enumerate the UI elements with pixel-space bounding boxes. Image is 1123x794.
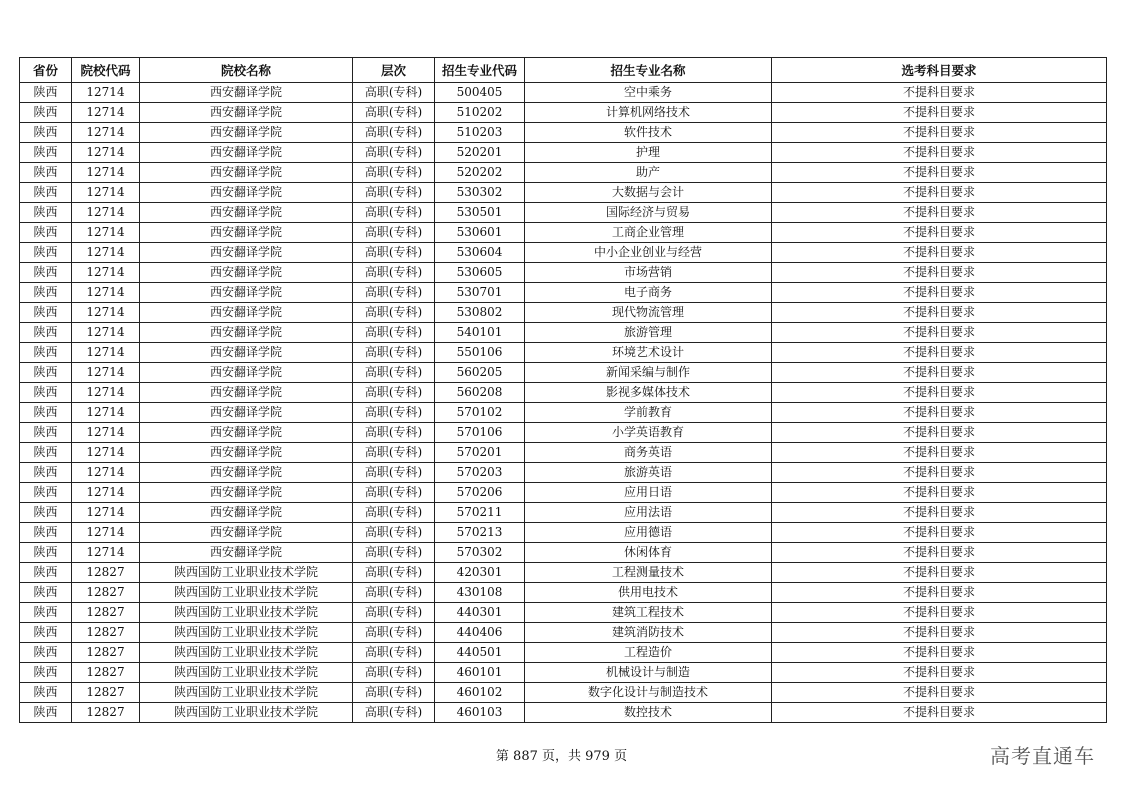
cell-province: 陕西 <box>20 283 72 303</box>
table-row <box>20 543 1107 563</box>
header-province: 省份 <box>20 58 72 83</box>
cell-school-code: 12714 <box>72 503 140 523</box>
cell-major-name: 影视多媒体技术 <box>525 383 772 403</box>
cell-school-code: 12827 <box>72 563 140 583</box>
cell-level: 高职(专科) <box>353 643 435 663</box>
cell-major-code: 560208 <box>435 383 525 403</box>
cell-level: 高职(专科) <box>353 183 435 203</box>
cell-province: 陕西 <box>20 463 72 483</box>
cell-level: 高职(专科) <box>353 203 435 223</box>
cell-province: 陕西 <box>20 323 72 343</box>
cell-level: 高职(专科) <box>353 323 435 343</box>
table-row <box>20 183 1107 203</box>
cell-major-name: 护理 <box>525 143 772 163</box>
cell-school-code: 12714 <box>72 403 140 423</box>
cell-school-name: 西安翻译学院 <box>140 543 353 563</box>
cell-major-name: 大数据与会计 <box>525 183 772 203</box>
cell-school-code: 12827 <box>72 703 140 723</box>
cell-level: 高职(专科) <box>353 703 435 723</box>
cell-school-name: 西安翻译学院 <box>140 463 353 483</box>
cell-province: 陕西 <box>20 423 72 443</box>
cell-level: 高职(专科) <box>353 583 435 603</box>
cell-level: 高职(专科) <box>353 463 435 483</box>
cell-major-name: 计算机网络技术 <box>525 103 772 123</box>
table-row <box>20 383 1107 403</box>
cell-major-code: 530802 <box>435 303 525 323</box>
cell-major-code: 520202 <box>435 163 525 183</box>
cell-school-name: 陕西国防工业职业技术学院 <box>140 643 353 663</box>
cell-school-name: 陕西国防工业职业技术学院 <box>140 683 353 703</box>
cell-school-name: 西安翻译学院 <box>140 283 353 303</box>
cell-major-code: 420301 <box>435 563 525 583</box>
cell-province: 陕西 <box>20 503 72 523</box>
cell-major-name: 应用法语 <box>525 503 772 523</box>
cell-province: 陕西 <box>20 163 72 183</box>
admission-table <box>19 57 1107 723</box>
cell-major-name: 中小企业创业与经营 <box>525 243 772 263</box>
cell-school-code: 12714 <box>72 283 140 303</box>
table-row <box>20 83 1107 103</box>
cell-subject-requirement: 不提科目要求 <box>772 223 1107 243</box>
table-header <box>20 58 1107 83</box>
cell-subject-requirement: 不提科目要求 <box>772 363 1107 383</box>
cell-school-code: 12714 <box>72 363 140 383</box>
cell-school-name: 西安翻译学院 <box>140 383 353 403</box>
cell-school-code: 12714 <box>72 463 140 483</box>
table-row <box>20 683 1107 703</box>
cell-subject-requirement: 不提科目要求 <box>772 703 1107 723</box>
cell-major-code: 530302 <box>435 183 525 203</box>
cell-major-name: 旅游英语 <box>525 463 772 483</box>
cell-major-code: 530701 <box>435 283 525 303</box>
cell-subject-requirement: 不提科目要求 <box>772 283 1107 303</box>
cell-province: 陕西 <box>20 603 72 623</box>
table-row <box>20 163 1107 183</box>
cell-level: 高职(专科) <box>353 423 435 443</box>
cell-subject-requirement: 不提科目要求 <box>772 203 1107 223</box>
cell-school-name: 陕西国防工业职业技术学院 <box>140 603 353 623</box>
cell-school-name: 西安翻译学院 <box>140 483 353 503</box>
cell-major-name: 现代物流管理 <box>525 303 772 323</box>
cell-province: 陕西 <box>20 183 72 203</box>
cell-major-name: 数字化设计与制造技术 <box>525 683 772 703</box>
cell-major-name: 旅游管理 <box>525 323 772 343</box>
header-school-code: 院校代码 <box>72 58 140 83</box>
cell-school-code: 12714 <box>72 383 140 403</box>
cell-province: 陕西 <box>20 143 72 163</box>
cell-subject-requirement: 不提科目要求 <box>772 163 1107 183</box>
table-row <box>20 403 1107 423</box>
cell-major-code: 510203 <box>435 123 525 143</box>
cell-level: 高职(专科) <box>353 543 435 563</box>
cell-school-name: 西安翻译学院 <box>140 123 353 143</box>
cell-school-name: 西安翻译学院 <box>140 103 353 123</box>
cell-school-name: 陕西国防工业职业技术学院 <box>140 703 353 723</box>
cell-school-code: 12827 <box>72 623 140 643</box>
table-row <box>20 303 1107 323</box>
cell-subject-requirement: 不提科目要求 <box>772 623 1107 643</box>
table-row <box>20 263 1107 283</box>
cell-school-name: 西安翻译学院 <box>140 143 353 163</box>
cell-school-code: 12714 <box>72 203 140 223</box>
cell-major-name: 建筑工程技术 <box>525 603 772 623</box>
cell-subject-requirement: 不提科目要求 <box>772 523 1107 543</box>
cell-school-name: 西安翻译学院 <box>140 203 353 223</box>
cell-major-name: 环境艺术设计 <box>525 343 772 363</box>
cell-province: 陕西 <box>20 263 72 283</box>
cell-subject-requirement: 不提科目要求 <box>772 323 1107 343</box>
cell-school-name: 西安翻译学院 <box>140 163 353 183</box>
cell-province: 陕西 <box>20 303 72 323</box>
cell-level: 高职(专科) <box>353 483 435 503</box>
table-row <box>20 223 1107 243</box>
cell-school-code: 12714 <box>72 443 140 463</box>
table-row <box>20 243 1107 263</box>
table-row <box>20 143 1107 163</box>
cell-subject-requirement: 不提科目要求 <box>772 663 1107 683</box>
cell-school-name: 陕西国防工业职业技术学院 <box>140 563 353 583</box>
cell-school-name: 陕西国防工业职业技术学院 <box>140 623 353 643</box>
cell-province: 陕西 <box>20 683 72 703</box>
cell-school-code: 12714 <box>72 163 140 183</box>
watermark-logo: 高考直通车 <box>990 744 1095 768</box>
cell-school-code: 12714 <box>72 423 140 443</box>
cell-province: 陕西 <box>20 343 72 363</box>
cell-school-name: 西安翻译学院 <box>140 223 353 243</box>
cell-school-name: 西安翻译学院 <box>140 303 353 323</box>
cell-province: 陕西 <box>20 483 72 503</box>
cell-school-code: 12714 <box>72 103 140 123</box>
cell-major-name: 机械设计与制造 <box>525 663 772 683</box>
table-row <box>20 103 1107 123</box>
cell-province: 陕西 <box>20 243 72 263</box>
cell-school-code: 12714 <box>72 543 140 563</box>
cell-major-code: 440301 <box>435 603 525 623</box>
cell-major-code: 570206 <box>435 483 525 503</box>
table-row <box>20 663 1107 683</box>
cell-province: 陕西 <box>20 83 72 103</box>
cell-province: 陕西 <box>20 123 72 143</box>
cell-level: 高职(专科) <box>353 343 435 363</box>
cell-school-code: 12827 <box>72 663 140 683</box>
cell-level: 高职(专科) <box>353 163 435 183</box>
table-body <box>20 83 1107 723</box>
cell-province: 陕西 <box>20 443 72 463</box>
cell-school-code: 12714 <box>72 183 140 203</box>
cell-school-code: 12714 <box>72 243 140 263</box>
cell-major-code: 500405 <box>435 83 525 103</box>
cell-subject-requirement: 不提科目要求 <box>772 583 1107 603</box>
table-row <box>20 623 1107 643</box>
cell-major-code: 460101 <box>435 663 525 683</box>
cell-school-name: 西安翻译学院 <box>140 83 353 103</box>
cell-level: 高职(专科) <box>353 103 435 123</box>
cell-major-code: 550106 <box>435 343 525 363</box>
table-row <box>20 483 1107 503</box>
header-level: 层次 <box>353 58 435 83</box>
cell-school-code: 12827 <box>72 643 140 663</box>
header-subject-requirement: 选考科目要求 <box>772 58 1107 83</box>
cell-level: 高职(专科) <box>353 503 435 523</box>
cell-major-name: 休闲体育 <box>525 543 772 563</box>
cell-level: 高职(专科) <box>353 683 435 703</box>
cell-level: 高职(专科) <box>353 263 435 283</box>
cell-level: 高职(专科) <box>353 563 435 583</box>
cell-major-code: 530601 <box>435 223 525 243</box>
cell-subject-requirement: 不提科目要求 <box>772 463 1107 483</box>
cell-subject-requirement: 不提科目要求 <box>772 543 1107 563</box>
cell-major-code: 510202 <box>435 103 525 123</box>
cell-province: 陕西 <box>20 403 72 423</box>
table-row <box>20 643 1107 663</box>
cell-major-code: 460102 <box>435 683 525 703</box>
cell-level: 高职(专科) <box>353 243 435 263</box>
cell-school-code: 12714 <box>72 143 140 163</box>
cell-school-name: 西安翻译学院 <box>140 423 353 443</box>
cell-subject-requirement: 不提科目要求 <box>772 243 1107 263</box>
cell-major-name: 建筑消防技术 <box>525 623 772 643</box>
cell-school-name: 西安翻译学院 <box>140 403 353 423</box>
table-row <box>20 363 1107 383</box>
table-row <box>20 603 1107 623</box>
cell-school-code: 12714 <box>72 263 140 283</box>
table-row <box>20 463 1107 483</box>
cell-major-code: 530501 <box>435 203 525 223</box>
table-row <box>20 323 1107 343</box>
cell-major-code: 570211 <box>435 503 525 523</box>
cell-subject-requirement: 不提科目要求 <box>772 483 1107 503</box>
cell-level: 高职(专科) <box>353 283 435 303</box>
header-major-code: 招生专业代码 <box>435 58 525 83</box>
cell-major-code: 570102 <box>435 403 525 423</box>
cell-province: 陕西 <box>20 643 72 663</box>
cell-school-name: 西安翻译学院 <box>140 503 353 523</box>
cell-major-code: 570302 <box>435 543 525 563</box>
table-row <box>20 703 1107 723</box>
cell-major-name: 电子商务 <box>525 283 772 303</box>
cell-subject-requirement: 不提科目要求 <box>772 303 1107 323</box>
cell-level: 高职(专科) <box>353 443 435 463</box>
cell-level: 高职(专科) <box>353 363 435 383</box>
cell-major-name: 小学英语教育 <box>525 423 772 443</box>
cell-school-code: 12827 <box>72 583 140 603</box>
table-row <box>20 523 1107 543</box>
cell-major-code: 570213 <box>435 523 525 543</box>
table-row <box>20 123 1107 143</box>
cell-school-code: 12827 <box>72 603 140 623</box>
cell-level: 高职(专科) <box>353 403 435 423</box>
cell-major-name: 供用电技术 <box>525 583 772 603</box>
cell-province: 陕西 <box>20 703 72 723</box>
cell-major-name: 商务英语 <box>525 443 772 463</box>
cell-subject-requirement: 不提科目要求 <box>772 403 1107 423</box>
header-row <box>20 58 1107 83</box>
cell-province: 陕西 <box>20 623 72 643</box>
cell-subject-requirement: 不提科目要求 <box>772 503 1107 523</box>
cell-major-name: 软件技术 <box>525 123 772 143</box>
cell-major-name: 工商企业管理 <box>525 223 772 243</box>
cell-school-code: 12714 <box>72 523 140 543</box>
cell-level: 高职(专科) <box>353 623 435 643</box>
cell-major-name: 助产 <box>525 163 772 183</box>
cell-major-name: 工程造价 <box>525 643 772 663</box>
cell-province: 陕西 <box>20 103 72 123</box>
cell-school-name: 陕西国防工业职业技术学院 <box>140 583 353 603</box>
cell-subject-requirement: 不提科目要求 <box>772 423 1107 443</box>
cell-major-code: 430108 <box>435 583 525 603</box>
cell-school-code: 12714 <box>72 343 140 363</box>
cell-subject-requirement: 不提科目要求 <box>772 603 1107 623</box>
cell-subject-requirement: 不提科目要求 <box>772 443 1107 463</box>
table-row <box>20 563 1107 583</box>
cell-school-code: 12714 <box>72 303 140 323</box>
cell-subject-requirement: 不提科目要求 <box>772 683 1107 703</box>
cell-subject-requirement: 不提科目要求 <box>772 563 1107 583</box>
cell-major-code: 570106 <box>435 423 525 443</box>
cell-school-name: 西安翻译学院 <box>140 243 353 263</box>
cell-major-code: 570203 <box>435 463 525 483</box>
cell-school-name: 西安翻译学院 <box>140 443 353 463</box>
cell-major-name: 应用德语 <box>525 523 772 543</box>
header-school-name: 院校名称 <box>140 58 353 83</box>
cell-subject-requirement: 不提科目要求 <box>772 103 1107 123</box>
cell-subject-requirement: 不提科目要求 <box>772 183 1107 203</box>
page-number: 第 887 页，共 979 页 <box>495 749 628 764</box>
cell-subject-requirement: 不提科目要求 <box>772 123 1107 143</box>
cell-major-name: 新闻采编与制作 <box>525 363 772 383</box>
cell-major-code: 560205 <box>435 363 525 383</box>
cell-subject-requirement: 不提科目要求 <box>772 263 1107 283</box>
cell-province: 陕西 <box>20 523 72 543</box>
cell-province: 陕西 <box>20 363 72 383</box>
cell-major-code: 530604 <box>435 243 525 263</box>
cell-subject-requirement: 不提科目要求 <box>772 343 1107 363</box>
cell-level: 高职(专科) <box>353 663 435 683</box>
cell-major-code: 440406 <box>435 623 525 643</box>
cell-school-code: 12714 <box>72 223 140 243</box>
cell-level: 高职(专科) <box>353 143 435 163</box>
table-row <box>20 343 1107 363</box>
cell-province: 陕西 <box>20 583 72 603</box>
cell-major-name: 数控技术 <box>525 703 772 723</box>
cell-province: 陕西 <box>20 223 72 243</box>
table-row <box>20 583 1107 603</box>
cell-level: 高职(专科) <box>353 303 435 323</box>
cell-level: 高职(专科) <box>353 383 435 403</box>
cell-level: 高职(专科) <box>353 603 435 623</box>
cell-school-code: 12714 <box>72 83 140 103</box>
cell-major-code: 540101 <box>435 323 525 343</box>
cell-school-name: 陕西国防工业职业技术学院 <box>140 663 353 683</box>
table-row <box>20 503 1107 523</box>
header-major-name: 招生专业名称 <box>525 58 772 83</box>
cell-level: 高职(专科) <box>353 223 435 243</box>
table-row <box>20 203 1107 223</box>
table-row <box>20 283 1107 303</box>
cell-major-code: 530605 <box>435 263 525 283</box>
cell-major-name: 学前教育 <box>525 403 772 423</box>
cell-subject-requirement: 不提科目要求 <box>772 383 1107 403</box>
cell-level: 高职(专科) <box>353 83 435 103</box>
table-row <box>20 423 1107 443</box>
cell-major-name: 空中乘务 <box>525 83 772 103</box>
table-row <box>20 443 1107 463</box>
cell-level: 高职(专科) <box>353 123 435 143</box>
cell-province: 陕西 <box>20 543 72 563</box>
cell-school-code: 12827 <box>72 683 140 703</box>
cell-subject-requirement: 不提科目要求 <box>772 643 1107 663</box>
cell-major-name: 应用日语 <box>525 483 772 503</box>
cell-province: 陕西 <box>20 383 72 403</box>
cell-school-name: 西安翻译学院 <box>140 343 353 363</box>
cell-level: 高职(专科) <box>353 523 435 543</box>
cell-major-code: 460103 <box>435 703 525 723</box>
cell-school-name: 西安翻译学院 <box>140 323 353 343</box>
cell-school-name: 西安翻译学院 <box>140 263 353 283</box>
cell-school-code: 12714 <box>72 323 140 343</box>
cell-province: 陕西 <box>20 663 72 683</box>
cell-subject-requirement: 不提科目要求 <box>772 83 1107 103</box>
cell-major-code: 570201 <box>435 443 525 463</box>
cell-school-code: 12714 <box>72 123 140 143</box>
cell-school-name: 西安翻译学院 <box>140 183 353 203</box>
cell-major-name: 工程测量技术 <box>525 563 772 583</box>
cell-province: 陕西 <box>20 203 72 223</box>
cell-subject-requirement: 不提科目要求 <box>772 143 1107 163</box>
cell-school-name: 西安翻译学院 <box>140 363 353 383</box>
cell-school-code: 12714 <box>72 483 140 503</box>
cell-major-code: 440501 <box>435 643 525 663</box>
cell-school-name: 西安翻译学院 <box>140 523 353 543</box>
cell-major-code: 520201 <box>435 143 525 163</box>
cell-major-name: 国际经济与贸易 <box>525 203 772 223</box>
cell-major-name: 市场营销 <box>525 263 772 283</box>
cell-province: 陕西 <box>20 563 72 583</box>
